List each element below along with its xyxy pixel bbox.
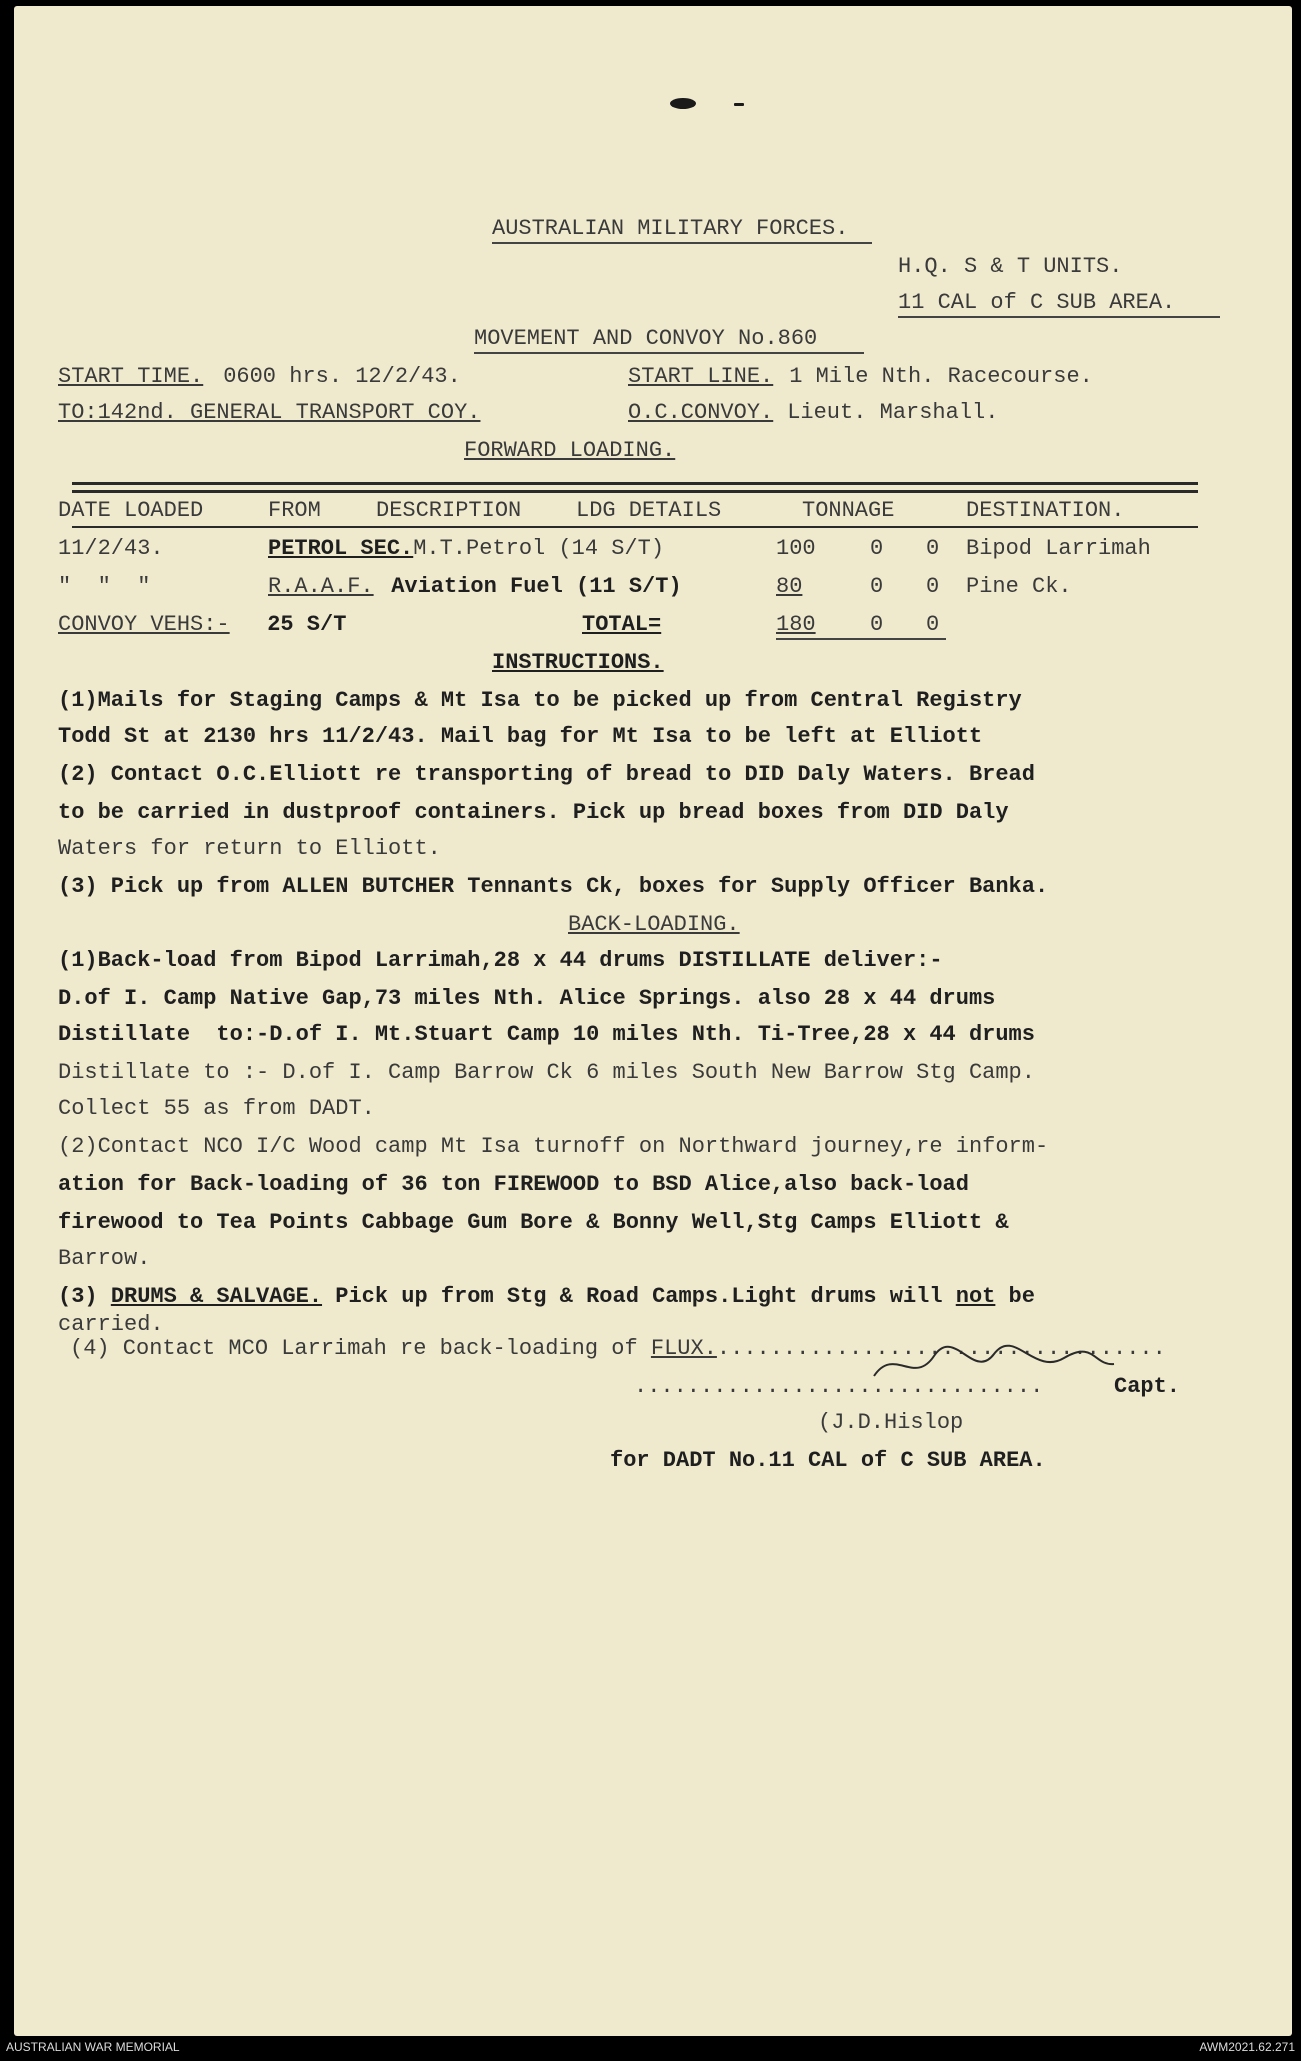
footer-left: AUSTRALIAN WAR MEMORIAL xyxy=(6,2040,180,2054)
convoy-vehicles-label: CONVOY VEHS:- xyxy=(58,612,230,637)
col-header-destination: DESTINATION. xyxy=(966,498,1125,523)
instruction-line-3: (2) Contact O.C.Elliott re transporting of bread to DID Daly Waters. Bread xyxy=(58,762,1035,787)
item3-end: be xyxy=(995,1284,1035,1309)
movement-number: MOVEMENT AND CONVOY No.860 xyxy=(474,326,818,351)
table-row-2-destination: Pine Ck. xyxy=(966,574,1072,599)
total-label: TOTAL= xyxy=(582,612,662,637)
item3-text: Pick up from Stg & Road Camps.Light drums will xyxy=(322,1284,956,1309)
col-header-tonnage: TONNAGE xyxy=(802,498,895,523)
table-top-rule xyxy=(72,482,1198,485)
backloading-line-7: ation for Back-loading of 36 ton FIREWOOD to BSD Alice,also back-load xyxy=(58,1172,969,1197)
table-header-rule xyxy=(72,526,1198,528)
unit-line-1: H.Q. S & T UNITS. xyxy=(898,254,1123,279)
total-tons: 180 xyxy=(776,612,816,637)
start-time-value: 0600 hrs. 12/2/43. xyxy=(210,364,461,389)
instruction-line-1: (1)Mails for Staging Camps & Mt Isa to be picked up from Central Registry xyxy=(58,688,1022,713)
table-row-2-qtr: 0 xyxy=(926,574,940,599)
oc-value: Lieut. Marshall. xyxy=(774,400,999,425)
forward-loading-heading: FORWARD LOADING. xyxy=(464,438,676,463)
instruction-line-2: Todd St at 2130 hrs 11/2/43. Mail bag for Mt Isa to be left at Elliott xyxy=(58,724,983,749)
table-row-1-destination: Bipod Larrimah xyxy=(966,536,1151,561)
to-label: TO:142nd. GENERAL TRANSPORT COY. xyxy=(58,400,481,425)
start-line-label: START LINE. xyxy=(628,364,774,389)
item3-not: not xyxy=(955,1284,996,1309)
instruction-line-5: Waters for return to Elliott. xyxy=(58,836,441,861)
item4-dots: .................................. xyxy=(716,1336,1166,1361)
backloading-line-4: Distillate to :- D.of I. Camp Barrow Ck 6 miles South New Barrow Stg Camp. xyxy=(58,1060,1035,1085)
item3-number: (3) xyxy=(58,1284,111,1309)
table-row-1-qtr: 0 xyxy=(926,536,940,561)
instructions-heading: INSTRUCTIONS. xyxy=(492,650,664,675)
oc-label: O.C.CONVOY. xyxy=(628,400,774,425)
backloading-heading: BACK-LOADING. xyxy=(568,912,740,937)
total-qtr: 0 xyxy=(926,612,940,637)
document-page xyxy=(14,6,1292,2036)
signature-dots: ............................... xyxy=(634,1374,1044,1399)
table-row-1-date: 11/2/43. xyxy=(58,536,164,561)
ink-dash xyxy=(734,103,744,106)
backloading-line-3: Distillate to:-D.of I. Mt.Stuart Camp 10 miles Nth. Ti-Tree,28 x 44 drums xyxy=(58,1022,1035,1047)
table-row-1-from: PETROL SEC. xyxy=(268,536,414,561)
instruction-line-4: to be carried in dustproof containers. Pick up bread boxes from DID Daly xyxy=(58,800,1009,825)
backloading-line-6: (2)Contact NCO I/C Wood camp Mt Isa turnoff on Northward journey,re inform- xyxy=(58,1134,1049,1159)
signature-rank: Capt. xyxy=(1114,1374,1181,1399)
backloading-line-9: Barrow. xyxy=(58,1246,151,1271)
table-row-1-cwt: 0 xyxy=(870,536,884,561)
unit-line-2: 11 CAL of C SUB AREA. xyxy=(898,290,1176,315)
table-row-2-tons: 80 xyxy=(776,574,803,599)
item4-flux: FLUX. xyxy=(650,1336,717,1361)
backloading-item-3-cont: carried. xyxy=(58,1312,164,1337)
table-row-2-from: R.A.A.F. xyxy=(268,574,374,599)
footer-right: AWM2021.62.271 xyxy=(1199,2040,1295,2054)
table-row-2-date: " " " xyxy=(58,574,151,599)
doc-title: AUSTRALIAN MILITARY FORCES. xyxy=(492,216,849,241)
backloading-line-8: firewood to Tea Points Cabbage Gum Bore & Bonny Well,Stg Camps Elliott & xyxy=(58,1210,1009,1235)
total-cwt: 0 xyxy=(870,612,884,637)
table-row-1-tons: 100 xyxy=(776,536,816,561)
item3-drums-salvage: DRUMS & SALVAGE. xyxy=(110,1284,323,1309)
item4-text: (4) Contact MCO Larrimah re back-loading of xyxy=(70,1336,651,1361)
table-row-2-desc: Aviation Fuel (11 S/T) xyxy=(378,574,682,599)
instruction-line-6: (3) Pick up from ALLEN BUTCHER Tennants Ck, boxes for Supply Officer Banka. xyxy=(58,874,1049,899)
col-header-description: DESCRIPTION xyxy=(376,498,522,523)
backloading-item-3 xyxy=(58,1284,1035,1310)
unit-underline xyxy=(898,316,1220,318)
ink-blot xyxy=(670,98,696,109)
start-line-value: 1 Mile Nth. Racecourse. xyxy=(776,364,1093,389)
table-top-rule-2 xyxy=(72,490,1198,493)
signatory-name: (J.D.Hislop xyxy=(818,1410,964,1435)
col-header-from: FROM xyxy=(268,498,321,523)
col-header-ldg-details: LDG DETAILS xyxy=(576,498,722,523)
backloading-line-2: D.of I. Camp Native Gap,73 miles Nth. Alice Springs. also 28 x 44 drums xyxy=(58,986,996,1011)
backloading-line-5: Collect 55 as from DADT. xyxy=(58,1096,375,1121)
title-underline xyxy=(492,242,872,244)
total-underline xyxy=(776,638,946,640)
col-header-date: DATE LOADED xyxy=(58,498,204,523)
convoy-vehicles-value: 25 S/T xyxy=(254,612,347,637)
start-time-label: START TIME. xyxy=(58,364,204,389)
signatory-for-line: for DADT No.11 CAL of C SUB AREA. xyxy=(610,1448,1046,1473)
backloading-line-1: (1)Back-load from Bipod Larrimah,28 x 44 drums DISTILLATE deliver:- xyxy=(58,948,943,973)
movement-underline xyxy=(474,352,864,354)
table-row-1-desc: M.T.Petrol (14 S/T) xyxy=(400,536,665,561)
table-row-2-cwt: 0 xyxy=(870,574,884,599)
